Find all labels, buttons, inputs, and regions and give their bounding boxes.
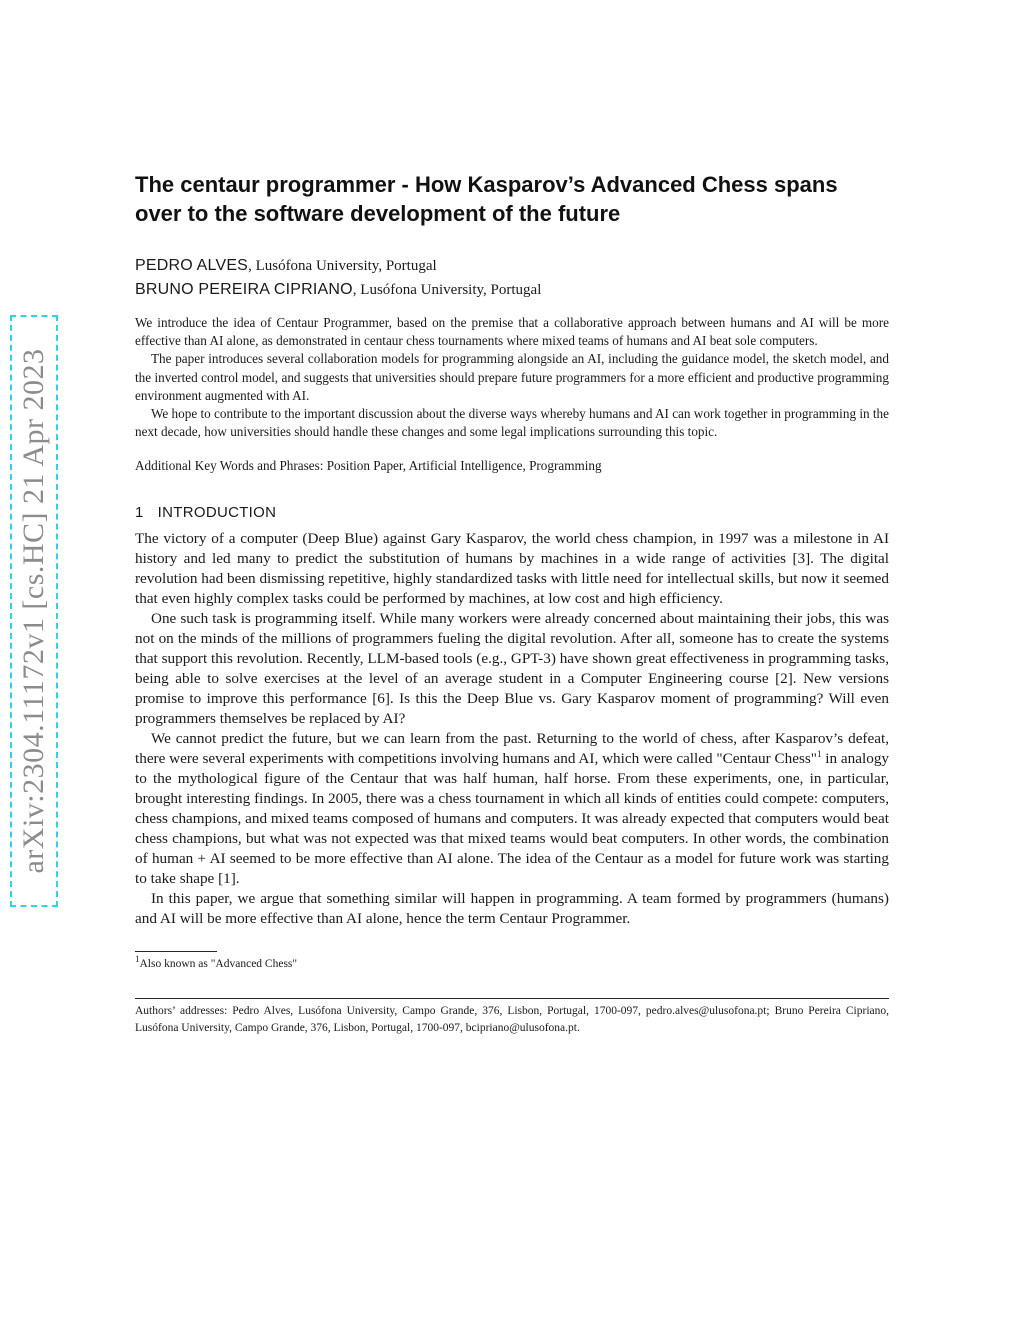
arxiv-stamp[interactable]: [10, 315, 58, 907]
author-affiliation: , Lusófona University, Portugal: [248, 258, 437, 274]
footnote-text: Also known as "Advanced Chess": [139, 958, 298, 971]
author-line: [135, 278, 889, 302]
body-paragraph: In this paper, we argue that something similar will happen in programming. A team formed by programmers (humans) and AI will be more effective than AI alone, hence the term Centaur Programmer.: [135, 890, 889, 928]
footnote-reference[interactable]: 1: [816, 749, 822, 760]
section-body: [135, 529, 889, 929]
author-line: [135, 254, 889, 278]
arxiv-identifier: arXiv:2304.11172v1 [cs.HC] 21 Apr 2023: [17, 348, 50, 874]
section-number: 1: [135, 504, 144, 522]
author-list: [135, 254, 889, 302]
paragraph-text: We cannot predict the future, but we can learn from the past. Returning to the world of chess, after Kasparov’s defeat, there were several experiments with competitions involving humans and AI, which were called "Centaur Chess": [135, 730, 889, 768]
footnote-divider: [135, 951, 217, 952]
footnote-mark: 1: [135, 954, 140, 965]
paragraph-text: in analogy to the mythological figure of the Centaur that was half human, half horse. From these experiments, one, in particular, brought interesting findings. In 2005, there was a chess tournament in which all kinds of entities could compete: computers, chess champions, and mixed teams composed of humans and computers. It was already expected that computers would beat chess champions, but what was not expected was that mixed teams would beat computers. In other words, the combination of human + AI seemed to be more effective than AI alone. The idea of the Centaur as a model for future work was starting to take shape [1].: [135, 750, 890, 888]
author-affiliation: , Lusófona University, Portugal: [352, 282, 542, 298]
keywords: Additional Key Words and Phrases: Position Paper, Artificial Intelligence, Programming: [135, 458, 602, 474]
body-paragraph: One such task is programming itself. While many workers were already concerned about maintaining their jobs, this was not on the minds of the millions of programmers fueling the digital revolution. After all, someone has to create the systems that support this revolution. Recently, LLM-based tools (e.g., GPT-3) have shown great effectiveness in programming tasks, being able to solve exercises at the level of an average student in a Computer Engineering course [2]. New versions promise to improve this performance [6]. Is this the Deep Blue vs. Gary Kasparov moment of programming? Will even programmers themselves be replaced by AI?: [135, 610, 889, 728]
paper-title: The centaur programmer - How Kasparov’s Advanced Chess spans over to the software development of the future: [135, 172, 838, 226]
abstract-paragraph: We hope to contribute to the important discussion about the diverse ways whereby humans and AI can work together in programming in the next decade, how universities should handle these changes and some legal implications surrounding this topic.: [135, 406, 889, 440]
body-paragraph: [135, 729, 889, 889]
author-name: BRUNO PEREIRA CIPRIANO: [135, 281, 353, 298]
author-name: PEDRO ALVES: [135, 257, 249, 274]
section-heading: [135, 503, 889, 523]
author-addresses: Authors’ addresses: Pedro Alves, Lusófona University, Campo Grande, 376, Lisbon, Portugal, 1700-097, pedro.alves@ulusofona.pt; Bruno Pereira Cipriano, Lusófona University, Campo Grande, 376, Lisbon, Portugal, 1700-097, bcipriano@ulusofona.pt.: [135, 1005, 889, 1035]
footnote: [135, 954, 889, 972]
body-paragraph: The victory of a computer (Deep Blue) against Gary Kasparov, the world chess champion, in 1997 was a milestone in AI history and led many to predict the substitution of humans by machines in a wide range of activities [3]. The digital revolution had been dismissing repetitive, highly standardized tasks with little need for intellectual skills, but now it seemed that even highly complex tasks could be performed by machines, at low cost and high efficiency.: [135, 530, 889, 608]
address-divider: [135, 998, 889, 999]
section-title: INTRODUCTION: [157, 504, 277, 522]
paper-content: [135, 170, 889, 1037]
abstract: [135, 314, 889, 441]
abstract-paragraph: The paper introduces several collaboration models for programming alongside an AI, including the guidance model, the sketch model, and the inverted control model, and suggests that universities should prepare future programmers for a more efficient and productive programming environment augmented with AI.: [135, 351, 889, 403]
abstract-paragraph: We introduce the idea of Centaur Programmer, based on the premise that a collaborative approach between humans and AI will be more effective than AI alone, as demonstrated in centaur chess tournaments where mixed teams of humans and AI beat sole computers.: [135, 315, 889, 349]
